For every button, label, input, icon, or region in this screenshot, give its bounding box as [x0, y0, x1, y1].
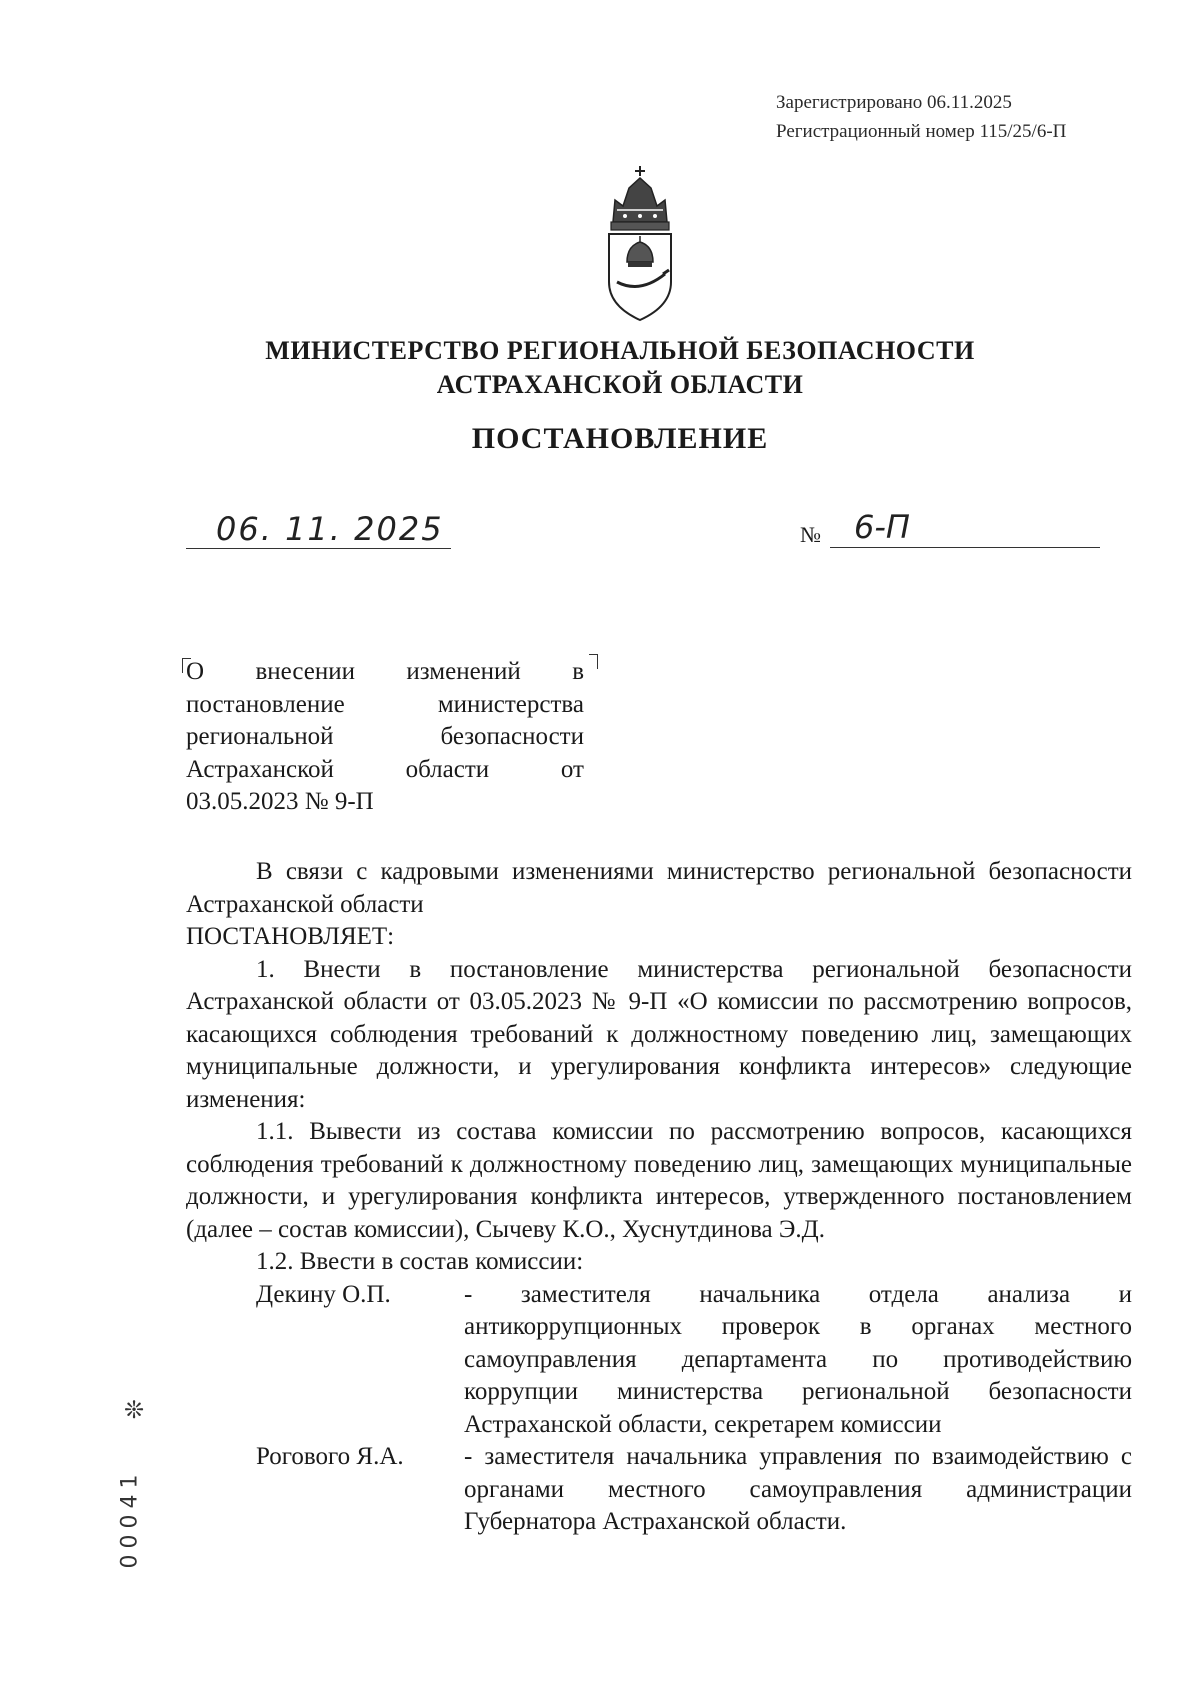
- registration-stamp: [776, 88, 1066, 146]
- clause-1-1: 1.1. Вывести из состава комиссии по рассмотрению вопросов, касающихся соблюдения требований к должностному поведению лиц, замещающих муниципальные должности, и урегулирования конфликта интересов, утвержденного постановлением (далее – состав комиссии), Сычеву К.О., Хуснутдинова Э.Д.: [186, 1118, 1132, 1243]
- number-handwritten: 6-П: [854, 508, 910, 546]
- clause-1-2: 1.2. Ввести в состав комиссии:: [256, 1248, 584, 1275]
- registration-number: Регистрационный номер 115/25/6-П: [776, 121, 1067, 142]
- ministry-title: [0, 334, 1200, 402]
- member-position: - заместителя начальника управления по взаимодействию с органами местного самоуправления администрации Губернатора Астраханской области.: [464, 1443, 1132, 1535]
- side-number-text: 00041: [117, 1468, 143, 1569]
- date-handwritten: 06. 11. 2025: [216, 510, 444, 548]
- date-field: [186, 508, 451, 549]
- side-page-number: [117, 1466, 150, 1576]
- clause-1: 1. Внести в постановление министерства региональной безопасности Астраханской области от 03.05.2023 № 9-П «О комиссии по рассмотрению вопросов, касающихся соблюдения требований к должностному поведению лиц, замещающих муниципальные должности, и урегулирования конфликта интересов» следующие изменения:: [186, 955, 1132, 1113]
- intro-paragraph: В связи с кадровыми изменениями министерство региональной безопасности Астраханской области: [186, 858, 1132, 918]
- ministry-title-line1: МИНИСТЕРСТВО РЕГИОНАЛЬНОЙ БЕЗОПАСНОСТИ: [265, 336, 975, 365]
- coat-of-arms-icon: [603, 166, 677, 322]
- member-name: Рогового Я.А.: [256, 1443, 404, 1470]
- document-body: [186, 856, 1132, 1539]
- subject-line: региональной безопасности: [186, 723, 584, 750]
- subject-line: О внесении изменений в: [186, 656, 584, 689]
- ministry-title-line2: АСТРАХАНСКОЙ ОБЛАСТИ: [436, 370, 804, 399]
- number-underline: [830, 547, 1100, 548]
- resolves-heading: ПОСТАНОВЛЯЕТ:: [186, 923, 395, 950]
- subject-line: Астраханской области от: [186, 755, 584, 783]
- subject-line: постановление министерства: [186, 690, 584, 718]
- commission-member: [186, 1441, 1132, 1539]
- document-subject: [186, 656, 584, 819]
- commission-member: [186, 1279, 1132, 1442]
- registration-date: Зарегистрировано 06.11.2025: [776, 92, 1012, 113]
- number-field: [800, 508, 1100, 548]
- subject-line: 03.05.2023 № 9-П: [186, 788, 374, 815]
- member-name: Декину О.П.: [256, 1280, 391, 1308]
- margin-mark-icon: ❊: [124, 1398, 145, 1424]
- number-sign: №: [800, 522, 821, 547]
- document-type: ПОСТАНОВЛЕНИЕ: [471, 422, 769, 455]
- member-position: - заместителя начальника отдела анализа и антикоррупционных проверок в органах местного самоуправления департамента по противодействию коррупции министерства региональной безопасности Астраханской области, секретарем комиссии: [464, 1280, 1132, 1438]
- subject-corner-right: [589, 654, 598, 669]
